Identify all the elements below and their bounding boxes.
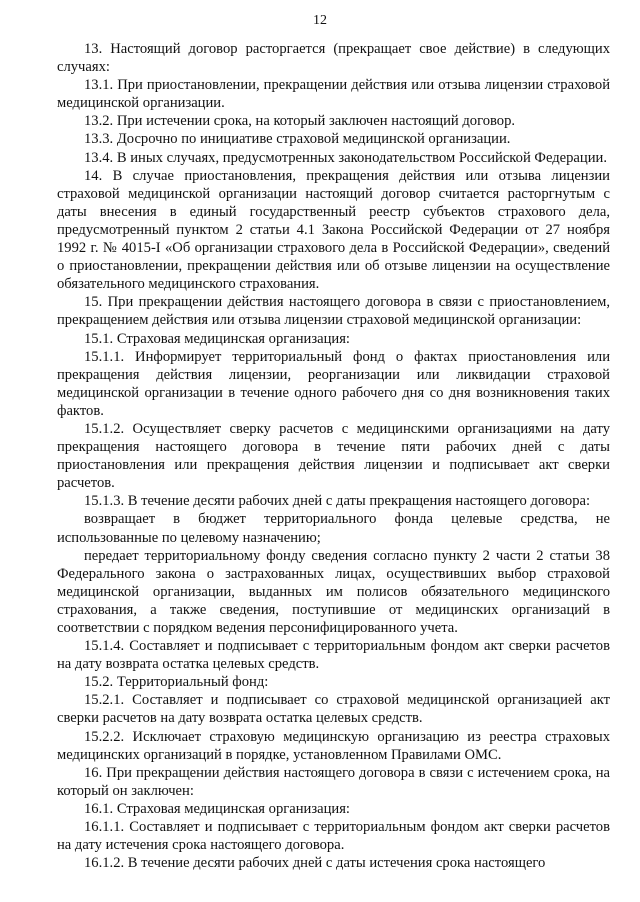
paragraph-16-1: 16.1. Страховая медицинская организация: — [84, 800, 350, 817]
paragraph-15-1-3-returns: возвращает в бюджет территориального фонда целевые средства, не использованные по целевому назначению; — [57, 511, 610, 546]
paragraph-15-1-3: 15.1.3. В течение десяти рабочих дней с даты прекращения настоящего договора: — [84, 493, 591, 510]
paragraph-16-1-2: 16.1.2. В течение десяти рабочих дней с даты истечения срока настоящего — [84, 855, 546, 872]
paragraph-13-1: 13.1. При приостановлении, прекращении действия или отзыва лицензии страховой медицинской организации. — [57, 77, 610, 112]
paragraph-15-2-1: 15.2.1. Составляет и подписывает со страховой медицинской организацией акт сверки расчетов на дату возврата остатка целевых средств. — [57, 692, 610, 727]
paragraph-13-3: 13.3. Досрочно по инициативе страховой медицинской организации. — [84, 131, 511, 148]
paragraph-13-2: 13.2. При истечении срока, на который заключен настоящий договор. — [84, 113, 516, 130]
paragraph-15-1-4: 15.1.4. Составляет и подписывает с территориальным фондом акт сверки расчетов на дату возврата остатка целевых средств. — [57, 638, 610, 673]
paragraph-15-1-2: 15.1.2. Осуществляет сверку расчетов с медицинскими организациями на дату прекращения настоящего договора в течение пяти рабочих дней с даты приостановления или прекращения действия лицензии и подписывает акт сверки расчетов. — [57, 420, 610, 492]
paragraph-16: 16. При прекращении действия настоящего договора в связи с истечением срока, на который он заключен: — [57, 764, 610, 799]
paragraph-15-2: 15.2. Территориальный фонд: — [84, 674, 269, 691]
page-number: 12 — [313, 13, 327, 28]
paragraph-15-1-3-transfers: передает территориальному фонду сведения согласно пункту 2 части 2 статьи 38 Федерального закона о застрахованных лицах, осуществивших выбор страховой медицинской организации, выданных им полисов обязательного медицинского страхования, а также сведения, поступившие от медицинских организаций в соответствии с порядком ведения персонифицированного учета. — [57, 547, 610, 636]
paragraph-13: 13. Настоящий договор расторгается (прекращает свое действие) в следующих случаях: — [57, 41, 610, 76]
paragraph-15-2-2: 15.2.2. Исключает страховую медицинскую организацию из реестра страховых медицинских организаций в порядке, установленном Правилами ОМС. — [57, 728, 610, 763]
paragraph-13-4: 13.4. В иных случаях, предусмотренных законодательством Российской Федерации. — [84, 149, 607, 166]
paragraph-16-1-1: 16.1.1. Составляет и подписывает с территориальным фондом акт сверки расчетов на дату истечения срока настоящего договора. — [57, 819, 610, 854]
paragraph-15-1-1: 15.1.1. Информирует территориальный фонд о фактах приостановления или прекращения действия лицензии, реорганизации или ликвидации страховой медицинской организации в течение одного рабочего дня со дня возникновения таких фактов. — [57, 348, 610, 419]
paragraph-14: 14. В случае приостановления, прекращения действия или отзыва лицензии страховой медицинской организации настоящий договор считается расторгнутым с даты внесения в единый государственный реестр субъектов страхового дела, предусмотренный пунктом 2 статьи 4.1 Закона Российской Федерации от 27 ноября 1992 г. № 4015-I «Об организации страхового дела в Российской Федерации», сведений о приостановлении, прекращении действия или об отзыве лицензии на осуществление обязательного медицинского страхования. — [57, 167, 610, 293]
paragraph-15-1: 15.1. Страховая медицинская организация: — [84, 330, 350, 347]
paragraph-15: 15. При прекращении действия настоящего договора в связи с приостановлением, прекращением действия или отзыва лицензии страховой медицинской организации: — [57, 294, 610, 329]
document-body — [57, 40, 610, 872]
